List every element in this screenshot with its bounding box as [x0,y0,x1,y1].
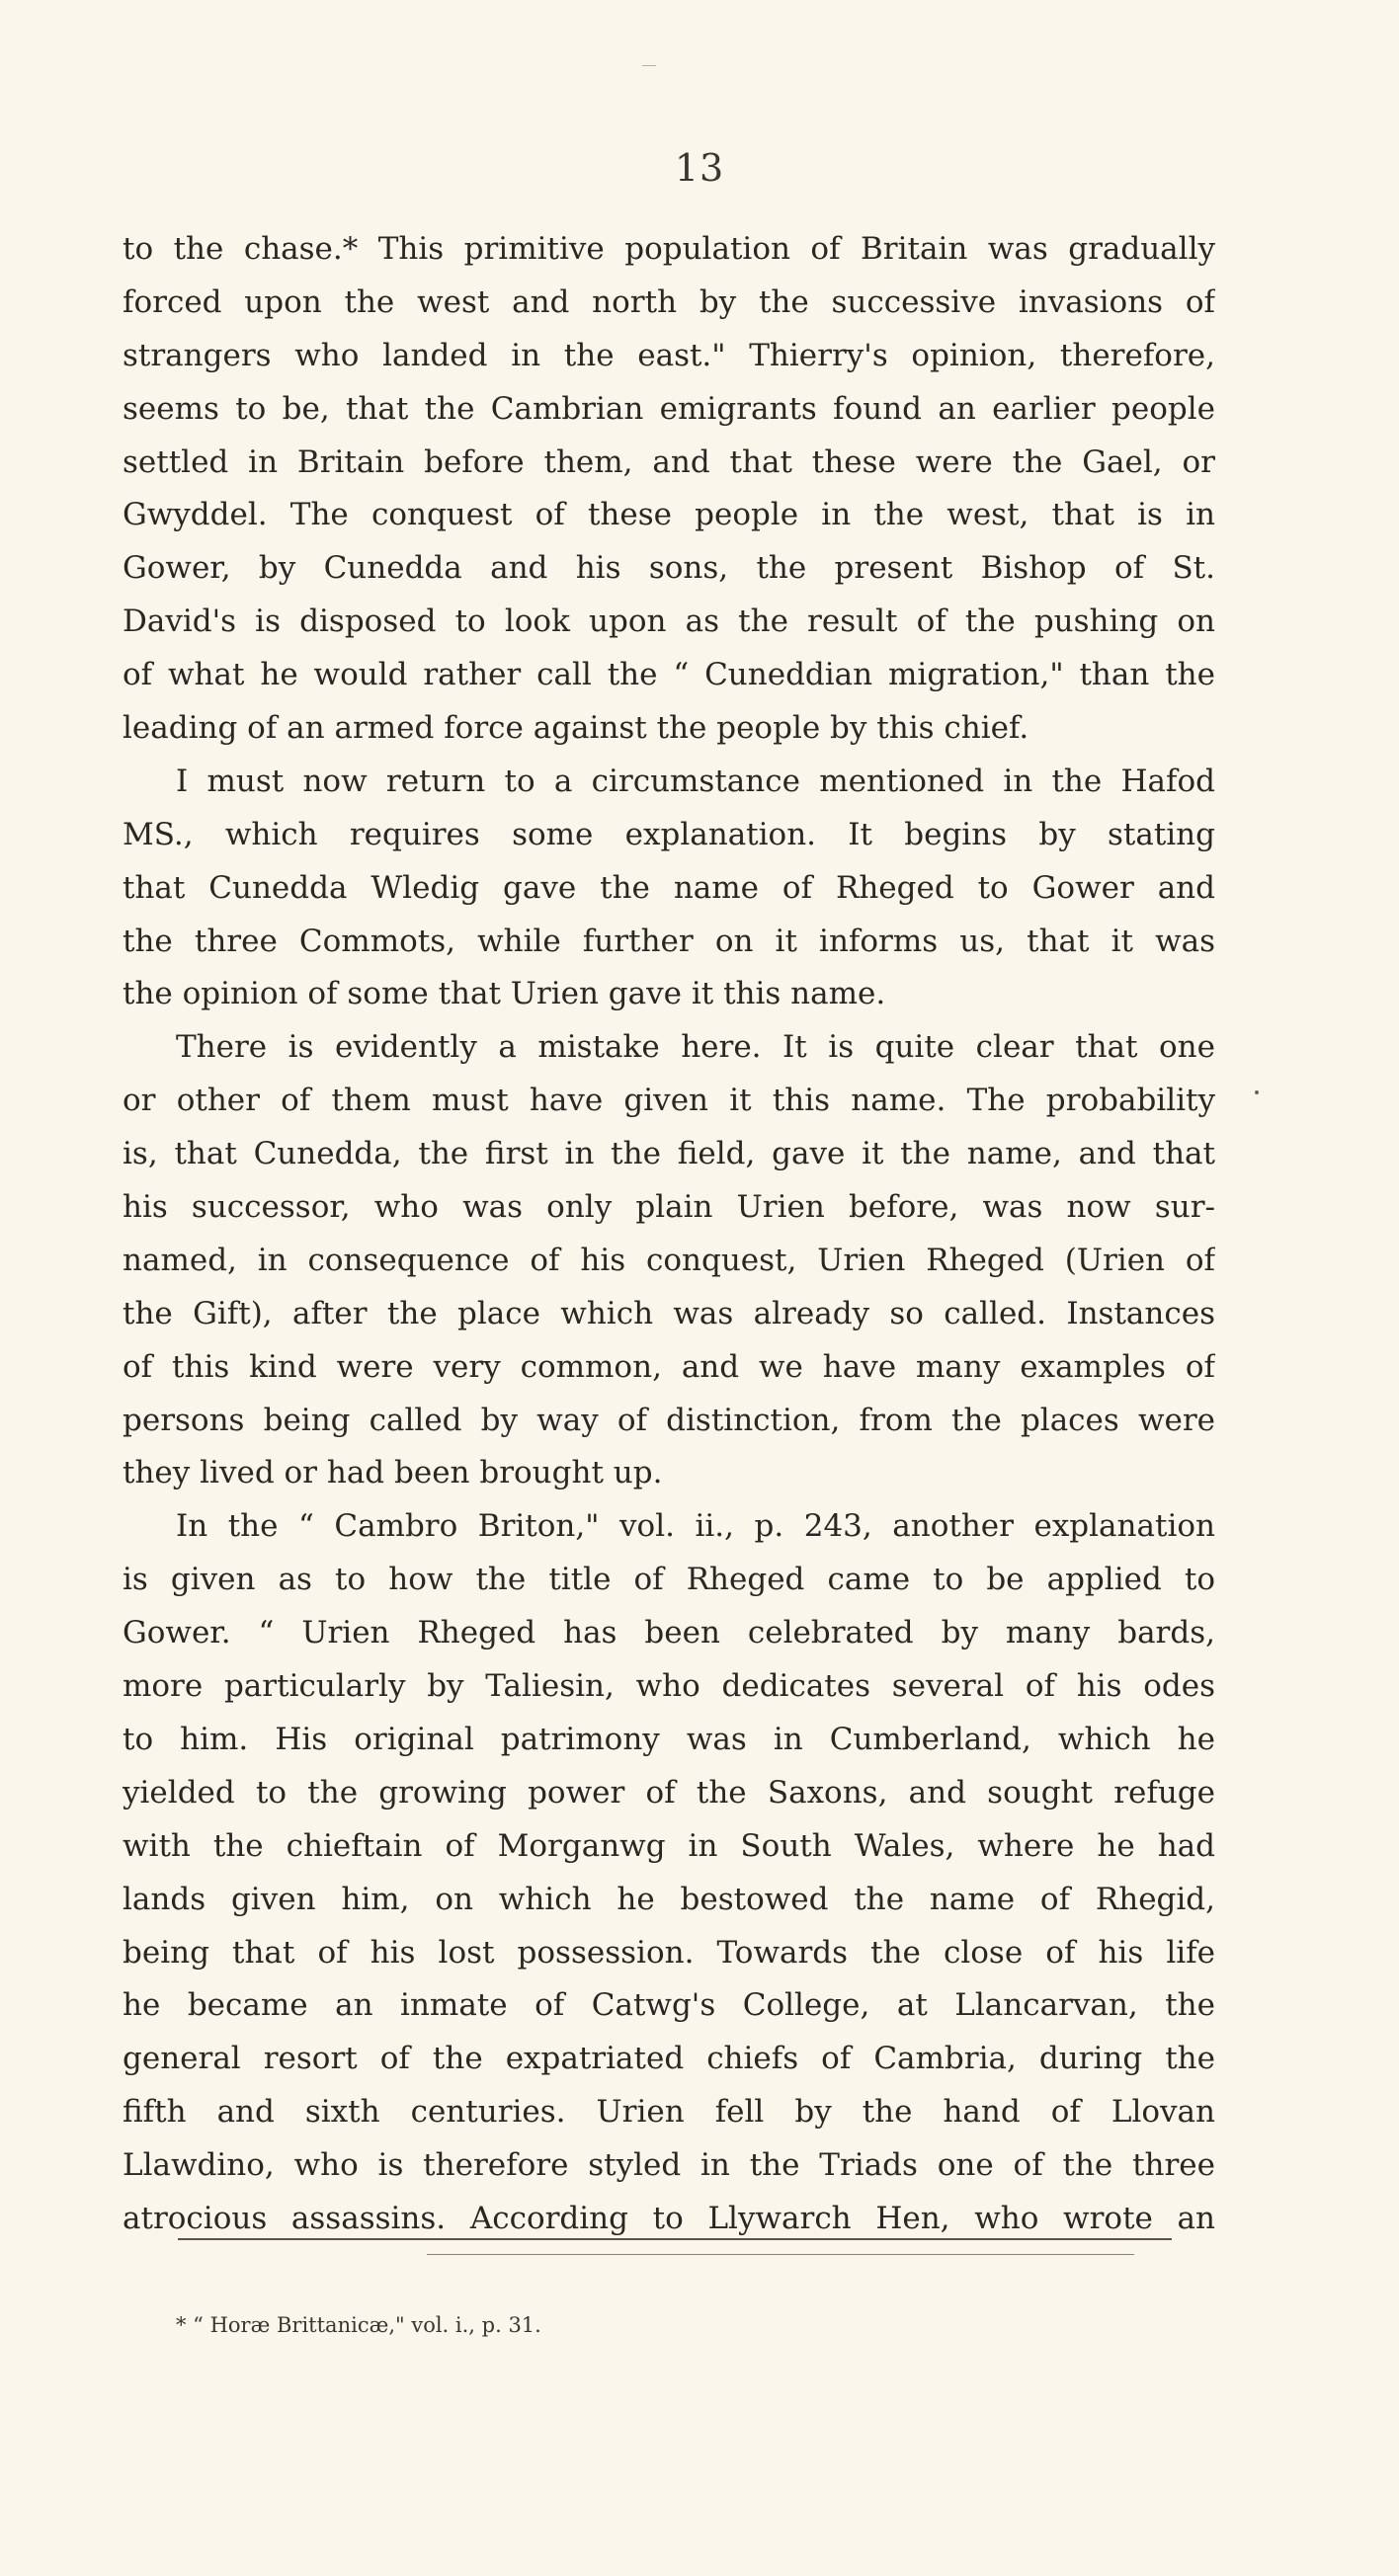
text-line: general resort of the expatriated chiefs of Cambria, during the [123,2041,1215,2077]
text-line: named, in consequence of his conquest, Urien Rheged (Urien of [123,1242,1215,1278]
text-line: the three Commots, while further on it informs us, that it was [123,923,1215,959]
text-line: Gower, by Cunedda and his sons, the present Bishop of St. [123,550,1215,587]
text-line: he became an inmate of Catwg's College, at Llancarvan, the [123,1987,1215,2024]
text-line: Llawdino, who is therefore styled in the Triads one of the three [123,2147,1215,2184]
page-number: 13 [674,146,725,190]
text-line: that Cunedda Wledig gave the name of Rheged to Gower and [123,869,1215,906]
text-line: of this kind were very common, and we have many examples of [123,1348,1215,1385]
margin-speck [1255,1090,1259,1094]
text-line: settled in Britain before them, and that these were the Gael, or [123,443,1215,480]
text-line: is given as to how the title of Rheged came to be applied to [123,1562,1215,1598]
text-line: or other of them must have given it this name. The probability [123,1083,1215,1119]
text-line: seems to be, that the Cambrian emigrants found an earlier people [123,390,1215,427]
text-line: to the chase.* This primitive population of Britain was gradually [123,231,1215,267]
text-line: MS., which requires some explanation. It begins by stating [123,816,1215,852]
text-line: lands given him, on which he bestowed the name of Rhegid, [123,1881,1215,1917]
footnote: * “ Horæ Brittanicæ," vol. i., p. 31. [176,2313,541,2337]
text-line: persons being called by way of distinction, from the places were [123,1402,1215,1438]
text-line: the Gift), after the place which was already so called. Instances [123,1295,1215,1331]
text-line: they lived or had been brought up. [123,1455,663,1491]
body-text [123,223,1215,2246]
text-line: yielded to the growing power of the Saxons, and sought refuge [123,1774,1215,1811]
top-scan-mark [642,65,656,66]
text-line: In the “ Cambro Briton," vol. ii., p. 243, another explanation [176,1508,1215,1545]
text-line: more particularly by Taliesin, who dedicates several of his odes [123,1668,1215,1705]
text-line: I must now return to a circumstance mentioned in the Hafod [176,763,1215,799]
text-line: strangers who landed in the east." Thierry's opinion, therefore, [123,337,1215,373]
text-line: leading of an armed force against the people by this chief. [123,710,1029,747]
text-line: atrocious assassins. According to Llywarch Hen, who wrote an [123,2200,1215,2236]
text-line: Gower. “ Urien Rheged has been celebrated by many bards, [123,1615,1215,1651]
text-line: Gwyddel. The conquest of these people in the west, that is in [123,497,1215,533]
footnote-rule [178,2238,1172,2240]
text-line: of what he would rather call the “ Cuneddian migration," than the [123,657,1215,693]
text-line: forced upon the west and north by the successive invasions of [123,283,1215,320]
text-line: his successor, who was only plain Urien before, was now sur- [123,1189,1215,1226]
text-line: David's is disposed to look upon as the result of the pushing on [123,604,1215,640]
text-line: with the chieftain of Morganwg in South Wales, where he had [123,1827,1215,1864]
footnote-rule-secondary [427,2254,1134,2255]
text-line: fifth and sixth centuries. Urien fell by the hand of Llovan [123,2094,1215,2131]
text-line: to him. His original patrimony was in Cumberland, which he [123,1721,1215,1757]
text-line: There is evidently a mistake here. It is quite clear that one [176,1029,1215,1066]
text-line: being that of his lost possession. Towards the close of his life [123,1934,1215,1971]
text-line: is, that Cunedda, the first in the field, gave it the name, and that [123,1136,1215,1172]
text-line: the opinion of some that Urien gave it this name. [123,976,886,1012]
